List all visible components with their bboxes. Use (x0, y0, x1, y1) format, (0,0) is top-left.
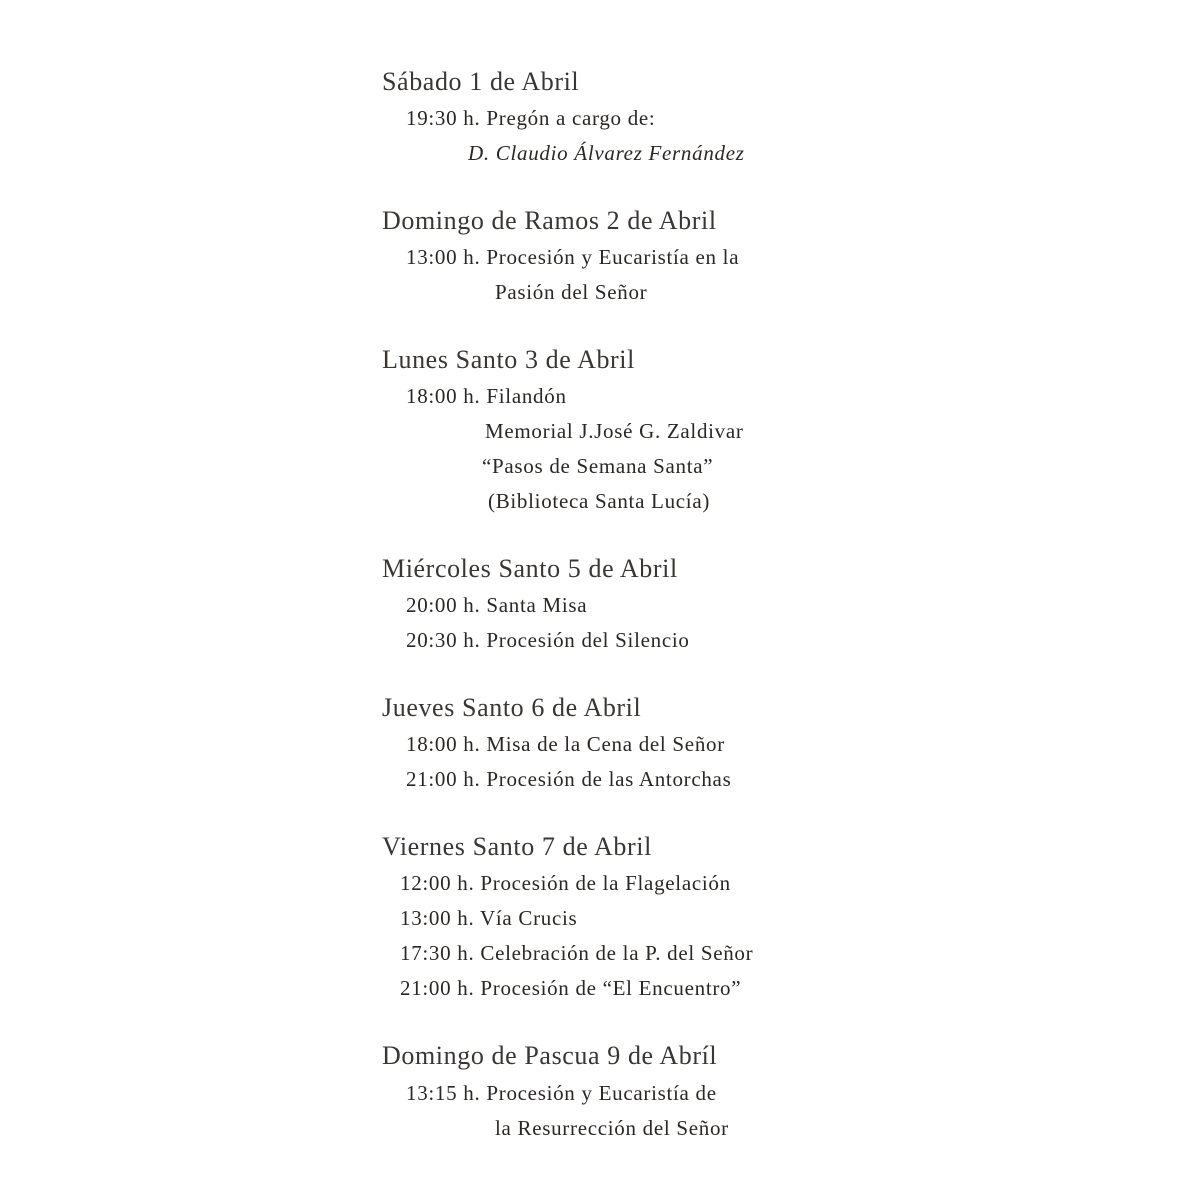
event-line: 13:15 h. Procesión y Eucaristía de (406, 1081, 717, 1105)
event-line: 17:30 h. Celebración de la P. del Señor (400, 941, 754, 965)
speaker-name: D. Claudio Álvarez Fernández (468, 141, 745, 165)
event-line: 21:00 h. Procesión de “El Encuentro” (400, 976, 742, 1000)
event-line: 18:00 h. Misa de la Cena del Señor (406, 732, 725, 756)
event-line: 20:30 h. Procesión del Silencio (406, 628, 690, 652)
event-line: (Biblioteca Santa Lucía) (488, 489, 711, 513)
event-line: 13:00 h. Procesión y Eucaristía en la (406, 245, 740, 269)
event-line: Pasión del Señor (495, 280, 648, 304)
day-heading: Lunes Santo 3 de Abril (382, 345, 635, 374)
event-line: Memorial J.José G. Zaldivar (485, 419, 744, 443)
day-heading: Viernes Santo 7 de Abril (382, 832, 652, 861)
day-heading: Jueves Santo 6 de Abril (382, 693, 642, 722)
event-line: “Pasos de Semana Santa” (482, 454, 714, 478)
event-line: 12:00 h. Procesión de la Flagelación (400, 871, 731, 895)
day-heading: Domingo de Pascua 9 de Abríl (382, 1041, 718, 1070)
day-heading: Domingo de Ramos 2 de Abril (382, 206, 717, 235)
event-line: 20:00 h. Santa Misa (406, 593, 588, 617)
day-heading: Miércoles Santo 5 de Abril (382, 554, 678, 583)
event-line: 21:00 h. Procesión de las Antorchas (406, 767, 732, 791)
event-line: 13:00 h. Vía Crucis (400, 906, 578, 930)
event-line: 18:00 h. Filandón (406, 384, 567, 408)
event-line: 19:30 h. Pregón a cargo de: (406, 106, 656, 130)
day-heading: Sábado 1 de Abril (382, 67, 580, 96)
event-line: la Resurrección del Señor (495, 1116, 729, 1140)
